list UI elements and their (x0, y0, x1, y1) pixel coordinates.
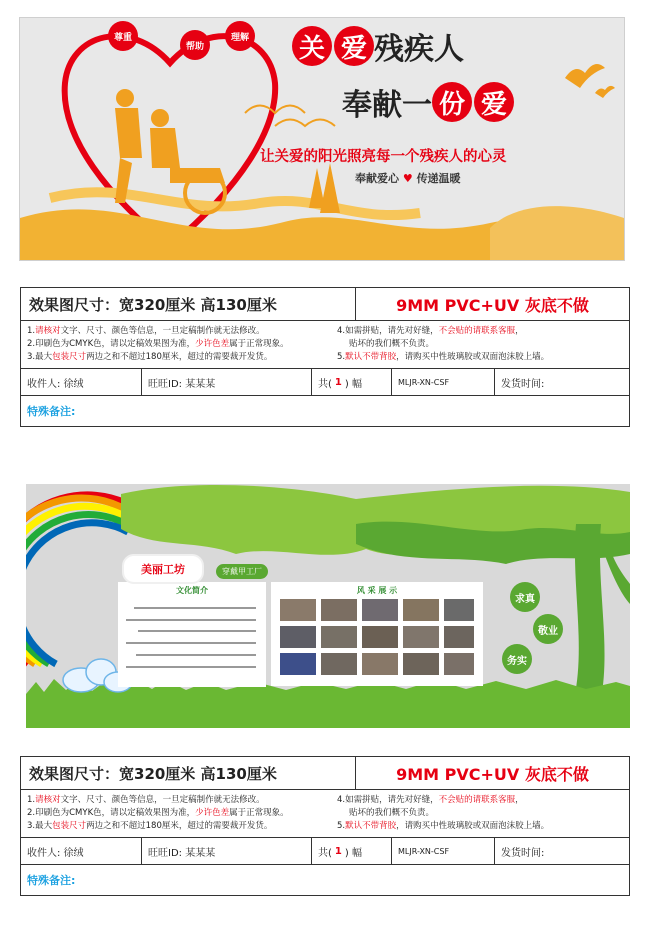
slogan (355, 170, 461, 186)
heart-icon: ♥ (402, 172, 413, 185)
info-row-2 (21, 838, 629, 865)
size-label-2: 效果图尺寸：宽320厘米 高130厘米 (21, 757, 356, 789)
note-3: 3.最大包装尺寸两边之和不超过180厘米，超过的需要裁开发货。 (27, 352, 273, 362)
spec-table-2 (20, 756, 630, 896)
title-line1 (292, 24, 464, 68)
note-1: 1.请核对文字、尺寸、颜色等信息，一旦定稿制作就无法修改。 (27, 326, 265, 336)
note-2: 2.印刷色为CMYK色，请以定稿效果图为准，少许色差属于正常现象。 (27, 339, 289, 349)
birds-icon (565, 64, 615, 98)
cloud-decoration (245, 106, 335, 127)
subtitle: 让关爱的阳光照亮每一个残疾人的心灵 (260, 149, 507, 165)
slogan-right: 传递温暖 (416, 172, 461, 185)
title-char-guan: 关 (292, 26, 332, 66)
right-dune (490, 206, 624, 260)
spec-table-1 (20, 287, 630, 427)
special-remark: 特殊备注: (27, 405, 76, 418)
ship-time: 发货时间: (501, 378, 545, 390)
ship-time-2: 发货时间: (501, 847, 545, 859)
banner-care-disabled (19, 17, 625, 261)
size-label: 效果图尺寸：宽320厘米 高130厘米 (21, 288, 356, 320)
badge-help: 帮助 (180, 30, 210, 60)
rainbow (26, 495, 128, 664)
banner2-artwork (26, 484, 630, 728)
culture-title: 文化简介 (176, 586, 208, 595)
value-practical: 务实 (502, 644, 532, 674)
value-dedication: 敬业 (533, 614, 563, 644)
notes-2 (21, 790, 629, 838)
material-label: 9MM PVC+UV 灰底不做 (396, 295, 589, 315)
title-char-fen: 份 (432, 82, 472, 122)
note-1: 1.请核对文字、尺寸、颜色等信息，一旦定稿制作就无法修改。 (27, 795, 265, 805)
gallery-photos (280, 599, 474, 675)
receiver: 收件人: 徐绒 (21, 369, 142, 395)
logo-badge: 美丽工坊 (122, 554, 204, 584)
gallery-title: 风 采 展 示 (356, 586, 398, 595)
title-line2 (342, 80, 514, 124)
value-seek-truth: 求真 (510, 582, 540, 612)
tree-icons (309, 163, 340, 213)
badge-understand: 理解 (225, 21, 255, 51)
wangwang-id: 旺旺ID: 某某某 (142, 369, 312, 395)
count: 共( 1 ) 幅 (312, 369, 392, 395)
wangwang-id-2: 旺旺ID: 某某某 (142, 838, 312, 864)
material-label-2: 9MM PVC+UV 灰底不做 (396, 764, 589, 784)
note-4: 4.如需拼贴，请先对好缝，不会贴的请联系客服， (337, 326, 524, 336)
slogan-left: 奉献爱心 (355, 172, 399, 185)
special-remark-2: 特殊备注: (27, 874, 76, 887)
info-row (21, 369, 629, 396)
note-5: 5.默认不带背胶，请购买中性玻璃胶或双面泡沫胶上墙。 (337, 352, 550, 362)
note-2: 2.印刷色为CMYK色，请以定稿效果图为准，少许色差属于正常现象。 (27, 808, 289, 818)
note-5: 5.默认不带背胶，请购买中性玻璃胶或双面泡沫胶上墙。 (337, 821, 550, 831)
title-char-ai2: 爱 (474, 82, 514, 122)
title-dedicate: 奉献一 (342, 88, 432, 123)
notes (21, 321, 629, 369)
note-4: 4.如需拼贴，请先对好缝，不会贴的请联系客服， (337, 795, 524, 805)
receiver-2: 收件人: 徐绒 (21, 838, 142, 864)
note-3: 3.最大包装尺寸两边之和不超过180厘米，超过的需要裁开发货。 (27, 821, 273, 831)
culture-board (118, 582, 266, 687)
title-disabled: 残疾人 (374, 32, 464, 67)
factory-tag: 穿戴甲工厂 (216, 564, 268, 579)
title-char-ai: 爱 (334, 26, 374, 66)
banner-beauty-workshop (26, 484, 630, 728)
note-4b: 贴坏的我们概不负责。 (349, 339, 435, 349)
count-2: 共( 1 ) 幅 (312, 838, 392, 864)
product-code-2: MLJR-XN-CSF (392, 838, 495, 864)
tree-trunk (574, 524, 605, 699)
product-code: MLJR-XN-CSF (392, 369, 495, 395)
badge-respect: 尊重 (108, 21, 138, 51)
note-4b: 贴坏的我们概不负责。 (349, 808, 435, 818)
